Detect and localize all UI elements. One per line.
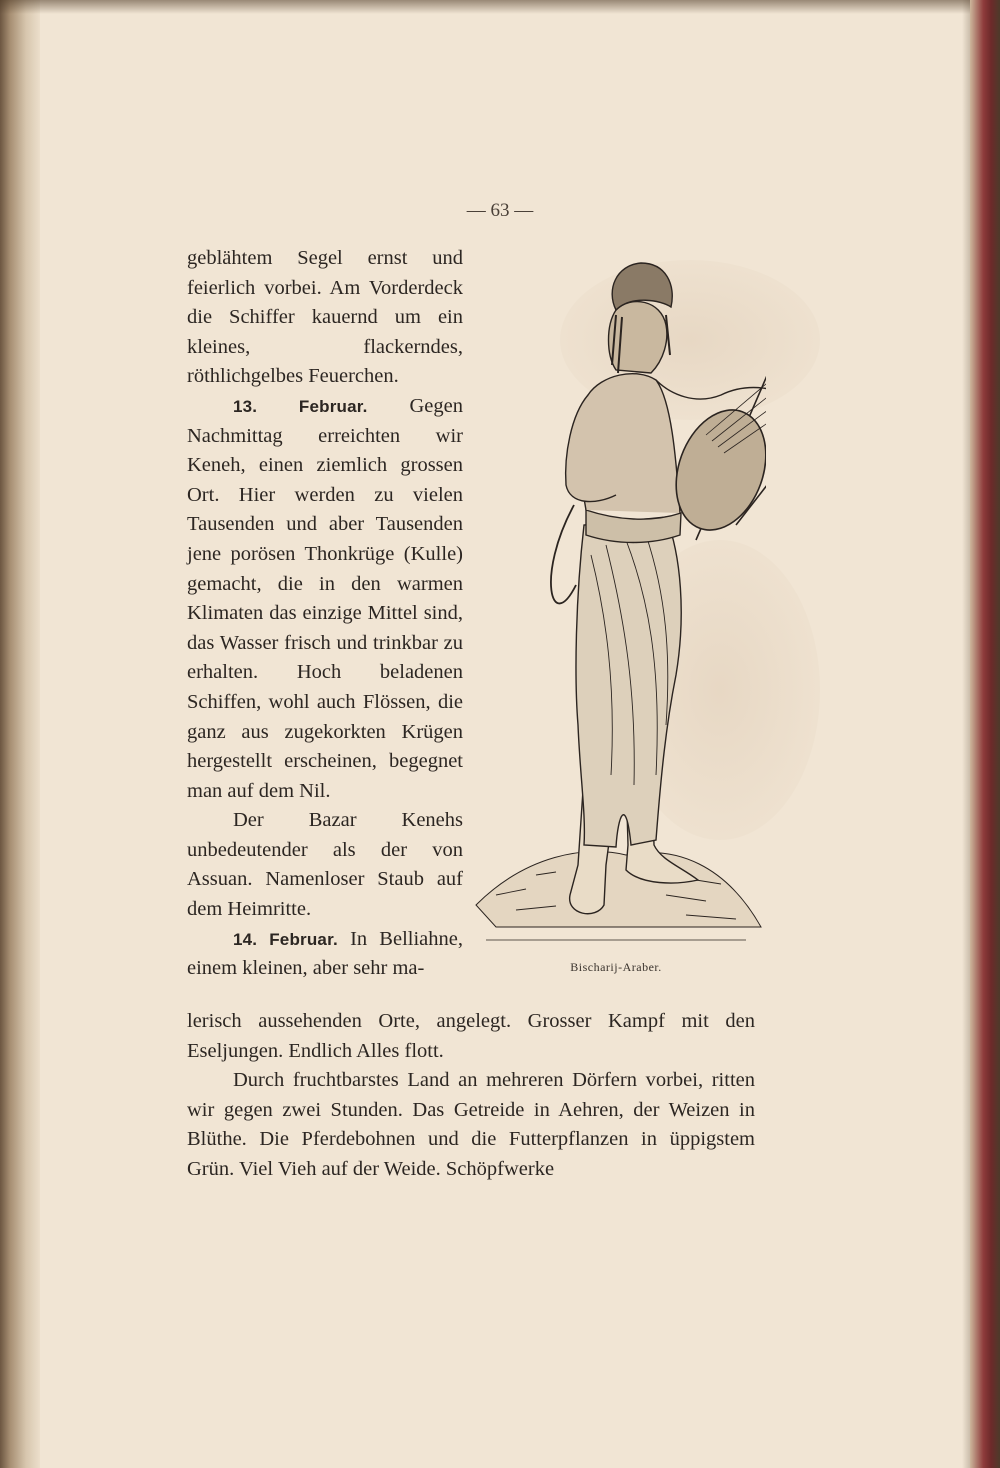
date-heading: 13. Februar.: [233, 396, 368, 416]
paragraph: Durch fruchtbarstes Land an mehreren Dörfern vorbei, ritten wir gegen zwei Stunden. Das Getreide in Aehren, der Weizen in Blüthe. Die Pferdebohnen und die Futterpflanzen in üppigstem Grün. Viel Vieh auf der Weide. Schöpfwerke: [187, 1069, 755, 1180]
paragraph: lerisch aussehenden Orte, angelegt. Grosser Kampf mit den Eseljungen. Endlich Alles flott.: [187, 1010, 755, 1062]
page-number: — 63 —: [466, 200, 534, 221]
paragraph-text: In Belliahne, einem kleinen, aber sehr ma-: [187, 927, 463, 980]
paragraph-text: geblähtem Segel ernst und feierlich vorbei. Am Vorderdeck die Schiffer kauernd um ein kleines, flackerndes, röthlichgelbes Feuerchen.: [187, 247, 463, 388]
illustration-bischarij-araber: [466, 255, 766, 945]
paragraph: [187, 392, 463, 806]
paragraph: [187, 925, 463, 984]
paragraph-text: Gegen Nachmittag erreichten wir Keneh, einen ziemlich grossen Ort. Hier werden zu vielen Tausenden und aber Tausenden jene porösen Thonkrüge (Kulle) gemacht, die in den warmen Klimaten das einzige Mittel sind, das Wasser frisch und trinkbar zu erhalten. Hoch beladenen Schiffen, wohl auch Flössen, die ganz aus zugekorkten Krügen hergestellt erscheinen, begegnet man auf dem Nil.: [187, 394, 463, 802]
figure-caption: Bischarij-Araber.: [570, 960, 662, 974]
date-heading: 14. Februar.: [233, 929, 338, 949]
top-shadow: [0, 0, 1000, 14]
text-block-full: [187, 1007, 755, 1185]
paragraph-text: Der Bazar Kenehs unbedeutender als der von Assuan. Namenloser Staub auf dem Heimritte.: [187, 809, 463, 921]
paragraph: [187, 244, 463, 392]
text-column: [187, 244, 463, 984]
paragraph: [187, 806, 463, 924]
